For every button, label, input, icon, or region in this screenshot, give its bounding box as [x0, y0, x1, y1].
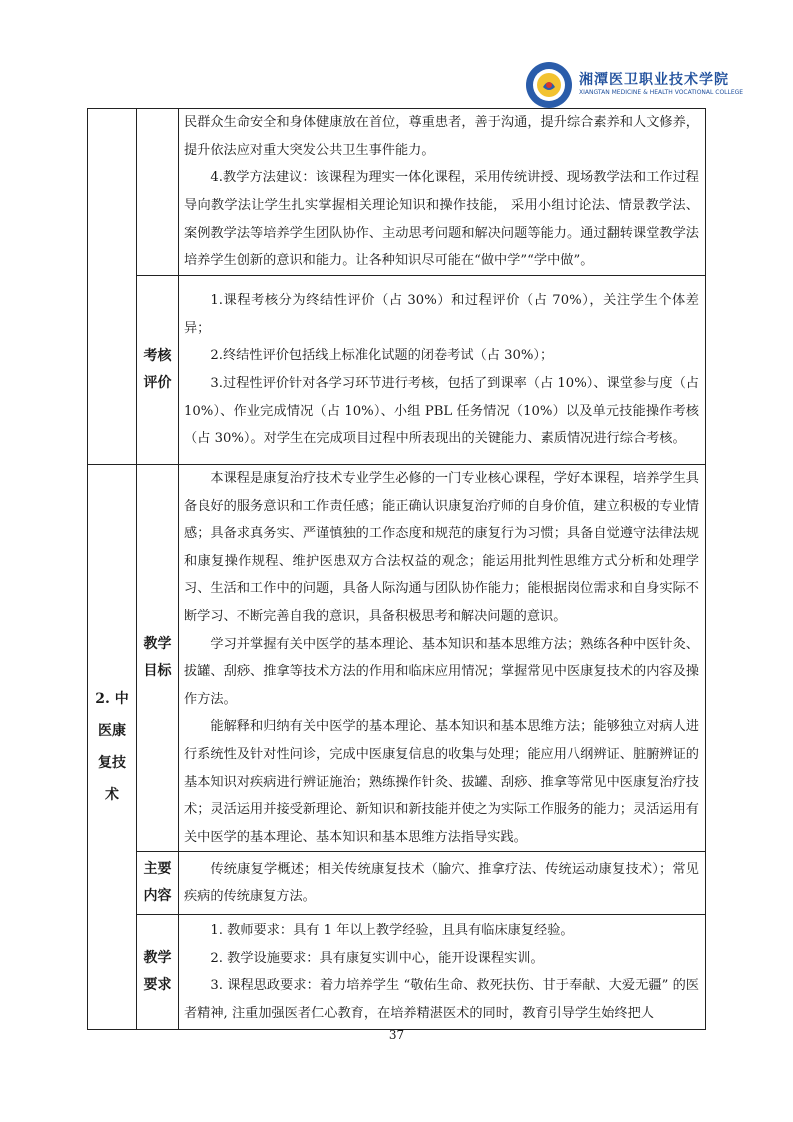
table-row — [88, 109, 706, 276]
label-cell — [137, 276, 179, 465]
table-row — [88, 465, 706, 852]
label-content-1: 主要 — [143, 861, 172, 878]
table-row — [88, 276, 706, 465]
course-table — [87, 108, 706, 1030]
label-objectives-1: 教学 — [143, 636, 172, 653]
school-logo — [524, 60, 744, 110]
page-number: 37 — [388, 1028, 405, 1042]
table-row — [88, 852, 706, 915]
course-cell-prev — [88, 109, 137, 465]
paragraph: 4.教学方法建议：该课程为理实一体化课程，采用传统讲授、现场教学法和工作过程导向教学法让学生扎实掌握相关理论知识和操作技能， 采用小组讨论法、情景教学法、案例教学法等培养学生团队协作、主动思考问题和解决问题等能力。通过翻转课堂教学法培养学生创新的意识和能力。让各种知识尽可能在“做中学”“学中做”。 — [184, 170, 699, 269]
paragraph: 传统康复学概述；相关传统康复技术（腧穴、推拿疗法、传统运动康复技术）；常见疾病的传统康复方法。 — [184, 861, 699, 905]
course-name-3: 复技 — [98, 755, 126, 772]
content-cell — [179, 109, 706, 276]
table-row — [88, 915, 706, 1030]
course-name-cell — [88, 465, 137, 1030]
paragraph: 民群众生命安全和身体健康放在首位，尊重患者，善于沟通，提升综合素养和人文修养，提升依法应对重大突发公共卫生事件能力。 — [184, 115, 699, 158]
content-cell — [179, 465, 706, 852]
school-name: 湘潭医卫职业技术学院 — [579, 72, 729, 88]
label-requirements-2: 要求 — [143, 977, 172, 994]
paragraph: 学习并掌握有关中医学的基本理论、基本知识和基本思维方法；熟练各种中医针灸、拔罐、刮痧、推拿等技术方法的作用和临床应用情况；掌握常见中医康复技术的内容及操作方法。 — [184, 636, 699, 707]
label-cell — [137, 915, 179, 1030]
label-cell — [137, 465, 179, 852]
paragraph: 1.课程考核分为终结性评价（占 30%）和过程评价（占 70%），关注学生个体差异； — [184, 293, 699, 336]
content-cell — [179, 915, 706, 1030]
content-cell — [179, 276, 706, 465]
paragraph: 本课程是康复治疗技术专业学生必修的一门专业核心课程，学好本课程，培养学生具备良好的服务意识和工作责任感；能正确认识康复治疗师的自身价值，建立积极的专业情感；具备求真务实、严谨慎独的工作态度和规范的康复行为习惯；具备自觉遵守法律法规和康复操作规程、维护医患双方合法权益的观念；能运用批判性思维方式分析和处理学习、生活和工作中的问题，具备人际沟通与团队协作能力；能根据岗位需求和自身实际不断学习、不断完善自我的意识，具备积极思考和解决问题的意识。 — [184, 471, 699, 624]
school-name-en: XIANGTAN MEDICINE & HEALTH VOCATIONAL COLLEGE — [579, 89, 744, 96]
label-cell-prev — [137, 109, 179, 276]
paragraph: 能解释和归纳有关中医学的基本理论、基本知识和基本思维方法；能够独立对病人进行系统性及针对性问诊，完成中医康复信息的收集与处理；能应用八纲辨证、脏腑辨证的基本知识对疾病进行辨证施治；熟练操作针灸、拔罐、刮痧、推拿等常见中医康复治疗技术；灵活运用并接受新理论、新知识和新技能并使之为实际工作服务的能力；灵活运用有关中医学的基本理论、基本知识和基本思维方法指导实践。 — [184, 719, 699, 845]
school-emblem-icon — [524, 60, 574, 110]
label-objectives-2: 目标 — [143, 663, 172, 680]
label-cell — [137, 852, 179, 915]
paragraph: 2.终结性评价包括线上标准化试题的闭卷考试（占 30%）； — [210, 348, 554, 364]
paragraph: 3. 课程思政要求：着力培养学生 “敬佑生命、救死扶伤、甘于奉献、大爱无疆” 的医者精神, 注重加强医者仁心教育，在培养精湛医术的同时，教育引导学生始终把人 — [184, 978, 699, 1021]
course-name-1: 2. 中 — [95, 691, 129, 708]
label-content-2: 内容 — [143, 888, 172, 905]
label-requirements-1: 教学 — [143, 950, 172, 967]
label-assessment-1: 考核 — [143, 348, 172, 364]
course-name-4: 术 — [105, 787, 119, 804]
course-name-2: 医康 — [98, 723, 126, 740]
paragraph: 1. 教师要求：具有 1 年以上教学经验，且具有临床康复经验。 — [210, 923, 574, 939]
paragraph: 2. 教学设施要求：具有康复实训中心，能开设课程实训。 — [210, 950, 544, 966]
label-assessment-2: 评价 — [143, 375, 172, 391]
paragraph: 3.过程性评价针对各学习环节进行考核，包括了到课率（占 10%）、课堂参与度（占 10%）、作业完成情况（占 10%）、小组 PBL 任务情况（10%）以及单元技能操作考核（占 30%）。对学生在完成项目过程中所表现出的关键能力、素质情况进行综合考核。 — [184, 376, 699, 447]
content-cell — [179, 852, 706, 915]
